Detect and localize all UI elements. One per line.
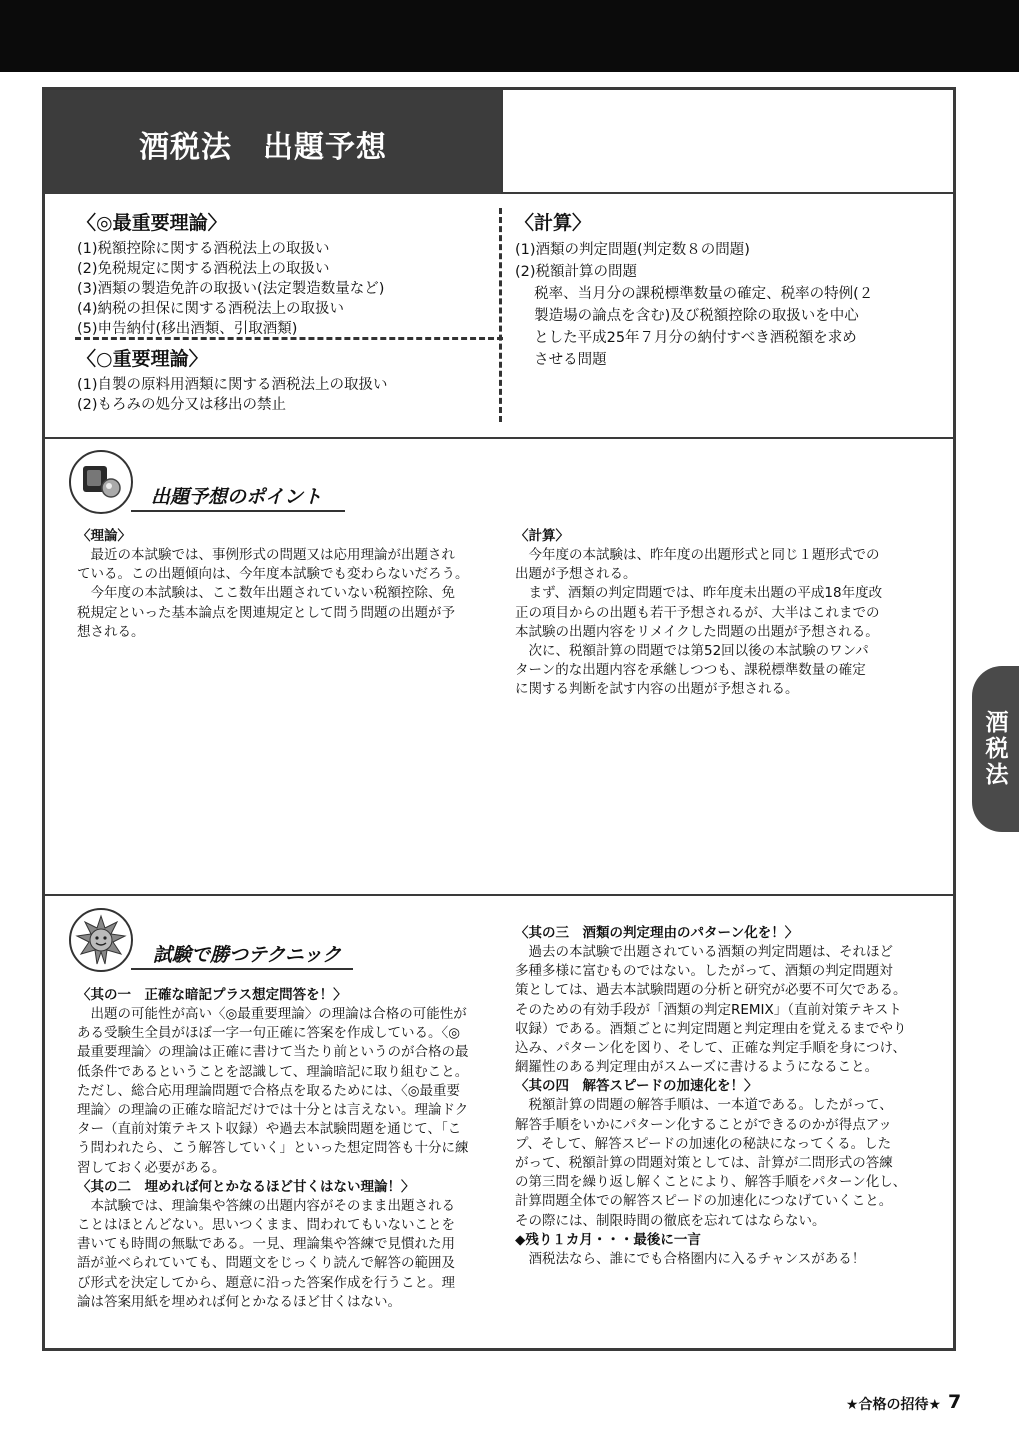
sun-face-icon — [69, 908, 133, 972]
paragraph-line: 本試験では、理論集や答練の出題内容がそのまま出題される — [77, 1197, 455, 1214]
paragraph-line: う問われたら、こう解答していく」といった想定問答も十分に練 — [77, 1140, 469, 1157]
most-important-heading: 〈◎最重要理論〉 — [77, 212, 227, 234]
page-number: 7 — [948, 1391, 962, 1413]
technique-heading: 〈其の三 酒類の判定理由のパターン化を！〉 — [515, 925, 799, 941]
paragraph-line: ただし、総合応用理論問題で合格点を取るためには、〈◎最重要 — [77, 1082, 461, 1099]
paragraph-line: がって、税額計算の問題対策としては、計算が二問形式の答練 — [515, 1155, 893, 1172]
paragraph-line: 出題の可能性が高い〈◎最重要理論〉の理論は合格の可能性が — [77, 1006, 467, 1022]
paragraph-line: 最近の本試験では、事例形式の問題又は応用理論が出題され — [77, 547, 455, 563]
paragraph-line: ター（直前対策テキスト収録）や過去本試験問題を通じて、「こ — [77, 1121, 462, 1138]
paragraph-line: 正の項目からの出題も若干予想されるが、大半はこれまでの — [515, 604, 880, 621]
paragraph-line: その際には、制限時間の徹底を忘れてはならない。 — [515, 1212, 826, 1229]
paragraph-line: の第三問を繰り返し解くことにより、解答手順をパターン化し、 — [515, 1174, 907, 1191]
paragraph-line: 収録）である。酒類ごとに判定問題と判定理由を覚えるまでやり — [515, 1020, 907, 1037]
footer-label: ★合格の招待★ — [845, 1397, 941, 1413]
chapter-tab — [972, 666, 1019, 832]
paragraph-line: 今年度の本試験は、ここ数年出題されていない税額控除、免 — [77, 585, 455, 602]
paragraph-line: 策としては、過去本試験問題の分析と研究が必要不可欠である。 — [515, 982, 907, 999]
paragraph-line: 解答手順をいかにパターン化することができるのかが得点アッ — [515, 1116, 892, 1133]
paragraph-line: ターン的な出題内容を承継しつつも、課税標準数量の確定 — [515, 662, 866, 679]
paragraph-line: 多種多様に富むものではない。したがって、酒類の判定問題対 — [515, 963, 893, 980]
technique-heading: 〈其の二 埋めれば何とかなるほど甘くはない理論！〉 — [77, 1178, 415, 1195]
paragraph-line: プ、そして、解答スピードの加速化の秘訣になってくる。した — [515, 1135, 892, 1152]
most-important-theory — [77, 208, 497, 339]
paragraph-line: 税額計算の問題の解答手順は、一本道である。したがって、 — [515, 1097, 893, 1114]
title-blank-panel — [501, 90, 953, 194]
paragraph-line: 次に、税額計算の問題では第52回以後の本試験のワンパ — [515, 643, 869, 660]
points-theory-heading: 〈理論〉 — [77, 528, 131, 544]
list-item: 税率、当月分の課税標準数量の確定、税率の特例(２ — [515, 286, 874, 302]
paragraph-line: び形式を決定してから、題意に沿った答案作成を行うこと。理 — [77, 1274, 455, 1291]
paragraph-line: ある受験生全員がほぼ一字一句正確に答案を作成している。〈◎ — [77, 1025, 461, 1042]
list-item: 製造場の論点を含む)及び税額控除の取扱いを中心 — [515, 308, 859, 324]
chapter-tab-label: 酒税法 — [985, 710, 1009, 788]
paragraph-line: まず、酒類の判定問題では、昨年度未出題の平成18年度改 — [515, 585, 883, 602]
paragraph-line: 税規定といった基本論点を関連規定として問う問題の出題が予 — [77, 604, 455, 621]
calc-list — [515, 239, 935, 371]
paragraph-line: 網羅性のある判定理由がスムーズに書けるようになること。 — [515, 1059, 879, 1076]
list-item: (4)納税の担保に関する酒税法上の取扱い — [77, 301, 345, 317]
paragraph-line: 酒税法なら、誰にでも合格圏内に入るチャンスがある！ — [515, 1250, 866, 1267]
important-list — [77, 375, 497, 415]
calc-heading: 〈計算〉 — [515, 212, 592, 234]
paragraph-line: 計算問題全体での解答スピードの加速化につなげていくこと。 — [515, 1193, 893, 1210]
content-frame — [42, 87, 956, 1351]
list-item: (1)自製の原料用酒類に関する酒税法上の取扱い — [77, 377, 388, 393]
paragraph-line: 込み、パターン化を図り、そして、正確な判定手順を身につけ、 — [515, 1040, 906, 1057]
list-item: (5)申告納付(移出酒類、引取酒類) — [77, 321, 298, 337]
important-theory — [77, 344, 497, 415]
list-item: (2)免税規定に関する酒税法上の取扱い — [77, 261, 330, 277]
technique-heading: 〈其の四 解答スピードの加速化を！〉 — [515, 1078, 758, 1095]
points-calc-heading: 〈計算〉 — [515, 528, 569, 544]
paragraph-line: 理論〉の理論の正確な暗記だけでは十分とは言えない。理論ドク — [77, 1102, 469, 1119]
top-bar — [0, 0, 1019, 72]
camera-icon — [69, 450, 133, 514]
important-heading: 〈○重要理論〉 — [77, 348, 208, 370]
paragraph-line: そのための有効手段が「酒類の判定REMIX」（直前対策テキスト — [515, 1001, 902, 1018]
paragraph-line: 論は答案用紙を埋めれば何とかなるほど甘くはない。 — [77, 1293, 401, 1310]
calc-section — [515, 208, 935, 371]
technique-right-column — [515, 924, 935, 1269]
list-item: させる問題 — [515, 352, 607, 368]
paragraph-line: 出題が予想される。 — [515, 566, 637, 583]
paragraph-line: 本試験の出題内容をリメイクした問題の出題が予想される。 — [515, 623, 879, 640]
most-important-list — [77, 239, 497, 339]
points-label: 出題予想のポイント — [151, 486, 323, 508]
section-divider — [45, 437, 953, 439]
list-item: (3)酒類の製造免許の取扱い(法定製造数量など) — [77, 281, 385, 297]
points-theory — [77, 527, 497, 642]
technique-left-column — [77, 986, 497, 1312]
paragraph-line: 書いても時間の無駄である。一見、理論集や答練で見慣れた用 — [77, 1236, 455, 1253]
page-title: 酒税法 出題予想 — [139, 130, 387, 165]
title-box — [45, 90, 501, 194]
paragraph-line: に関する判断を試す内容の出題が予想される。 — [515, 681, 799, 698]
technique-heading: 〈其の一 正確な暗記プラス想定問答を！〉 — [77, 987, 347, 1003]
section-divider — [45, 894, 953, 896]
list-item: (1)酒類の判定問題(判定数８の問題) — [515, 242, 750, 258]
dashed-divider-vertical — [499, 208, 502, 422]
points-calc — [515, 527, 935, 700]
paragraph-line: ている。この出題傾向は、今年度本試験でも変わらないだろう。 — [77, 566, 469, 583]
paragraph-line: 語が並べられていても、問題文をじっくり読んで解答の範囲及 — [77, 1255, 455, 1272]
paragraph-line: 過去の本試験で出題されている酒類の判定問題は、それほど — [515, 944, 893, 960]
paragraph-line: 想される。 — [77, 623, 145, 640]
list-item: (2)税額計算の問題 — [515, 264, 638, 280]
paragraph-line: 最重要理論〉の理論は正確に書けて当たり前というのが合格の最 — [77, 1044, 469, 1061]
paragraph-line: 低条件であるということを認識して、理論暗記に取り組むこと。 — [77, 1063, 469, 1080]
paragraph-line: ことはほとんどない。思いつくまま、問われてもいないことを — [77, 1217, 455, 1234]
technique-heading: ◆残り１カ月・・・最後に一言 — [515, 1231, 701, 1248]
list-item: (1)税額控除に関する酒税法上の取扱い — [77, 241, 330, 257]
list-item: とした平成25年７月分の納付すべき酒税額を求め — [515, 330, 857, 346]
paragraph-line: 習しておく必要がある。 — [77, 1159, 226, 1176]
paragraph-line: 今年度の本試験は、昨年度の出題形式と同じ１題形式での — [515, 547, 880, 563]
list-item: (2)もろみの処分又は移出の禁止 — [77, 397, 287, 413]
dashed-divider-horizontal — [75, 337, 503, 340]
technique-label: 試験で勝つテクニック — [153, 944, 342, 966]
